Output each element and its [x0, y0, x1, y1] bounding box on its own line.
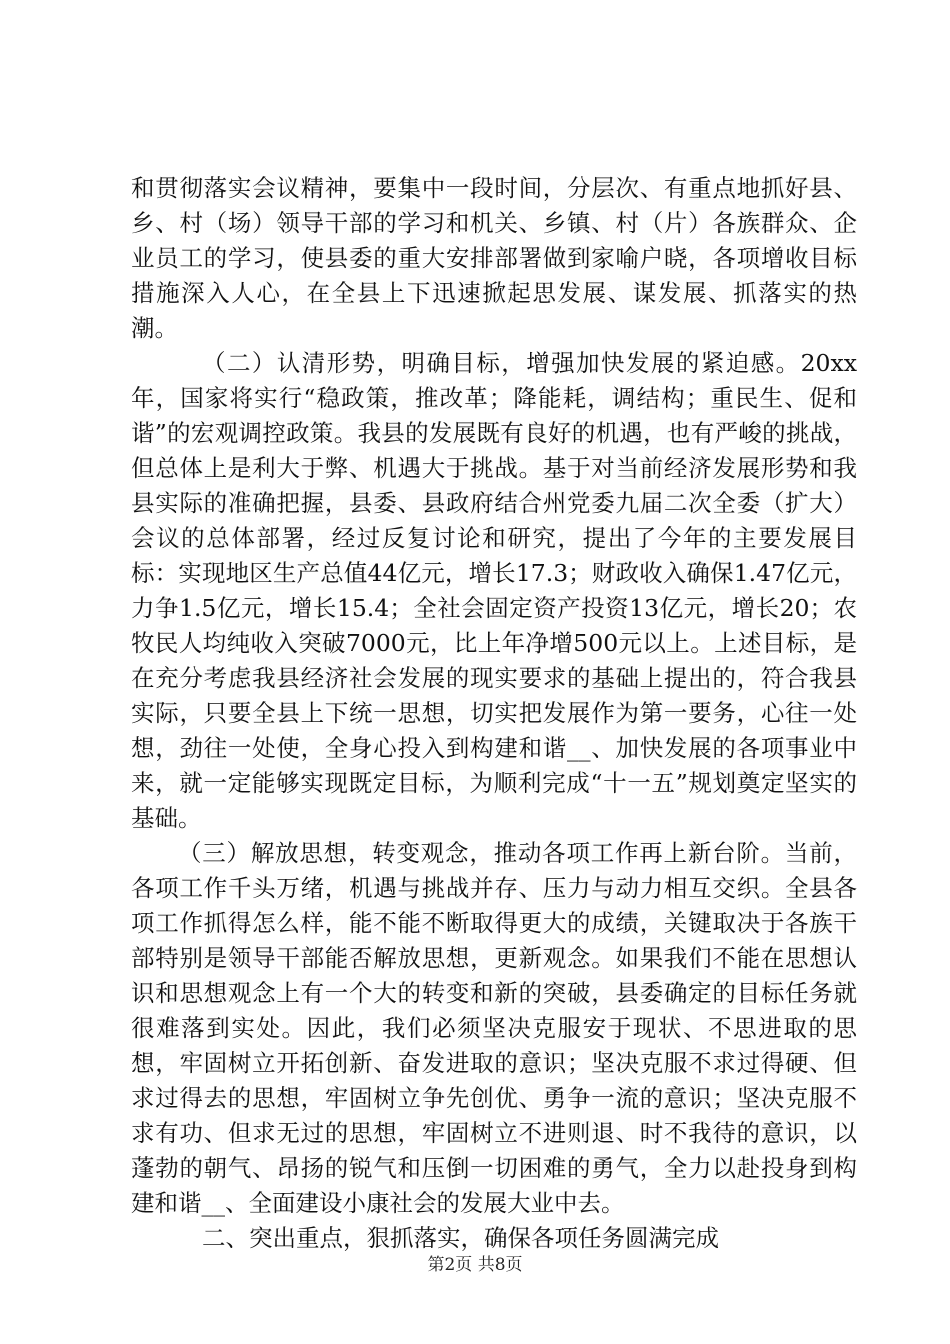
paragraph-1: 和贯彻落实会议精神，要集中一段时间，分层次、有重点地抓好县、乡、村（场）领导干部的学习和机关、乡镇、村（片）各族群众、企业员工的学习，使县委的重大安排部署做到家喻户晓，各项增收目标措施深入人心，在全县上下迅速掀起思发展、谋发展、抓落实的热潮。: [131, 174, 857, 342]
paragraph-3: （三）解放思想，转变观念，推动各项工作再上新台阶。当前，各项工作千头万绪，机遇与挑战并存、压力与动力相互交织。全县各项工作抓得怎么样，能不能不断取得更大的成绩，关键取决于各族干部特别是领导干部能否解放思想，更新观念。如果我们不能在思想认识和思想观念上有一个大的转变和新的突破，县委确定的目标任务就很难落到实处。因此，我们必须坚决克服安于现状、不思进取的思想，牢固树立开拓创新、奋发进取的意识；坚决克服不求过得硬、但求过得去的思想，牢固树立争先创优、勇争一流的意识；坚决克服不求有功、但求无过的思想，牢固树立不进则退、时不我待的意识，以蓬勃的朝气、昂扬的锐气和压倒一切困难的勇气，全力以赴投身到构建和谐__、全面建设小康社会的发展大业中去。: [131, 839, 857, 1217]
document-body: [131, 171, 857, 1256]
page-footer: 第2页 共8页: [427, 1255, 523, 1275]
paragraph-2: （二）认清形势，明确目标，增强加快发展的紧迫感。20xx年，国家将实行“稳政策，推改革；降能耗，调结构；重民生、促和谐”的宏观调控政策。我县的发展既有良好的机遇，也有严峻的挑战，但总体上是利大于弊、机遇大于挑战。基于对当前经济发展形势和我县实际的准确把握，县委、县政府结合州党委九届二次全委（扩大）会议的总体部署，经过反复讨论和研究，提出了今年的主要发展目标：实现地区生产总值44亿元，增长17.3；财政收入确保1.47亿元，力争1.5亿元，增长15.4；全社会固定资产投资13亿元，增长20；农牧民人均纯收入突破7000元，比上年净增500元以上。上述目标，是在充分考虑我县经济社会发展的现实要求的基础上提出的，符合我县实际，只要全县上下统一思想，切实把发展作为第一要务，心往一处想，劲往一处使，全身心投入到构建和谐__、加快发展的各项事业中来，就一定能够实现既定目标，为顺利完成“十一五”规划奠定坚实的基础。: [131, 349, 857, 832]
section-heading: 二、突出重点，狠抓落实，确保各项任务圆满完成: [202, 1224, 719, 1252]
